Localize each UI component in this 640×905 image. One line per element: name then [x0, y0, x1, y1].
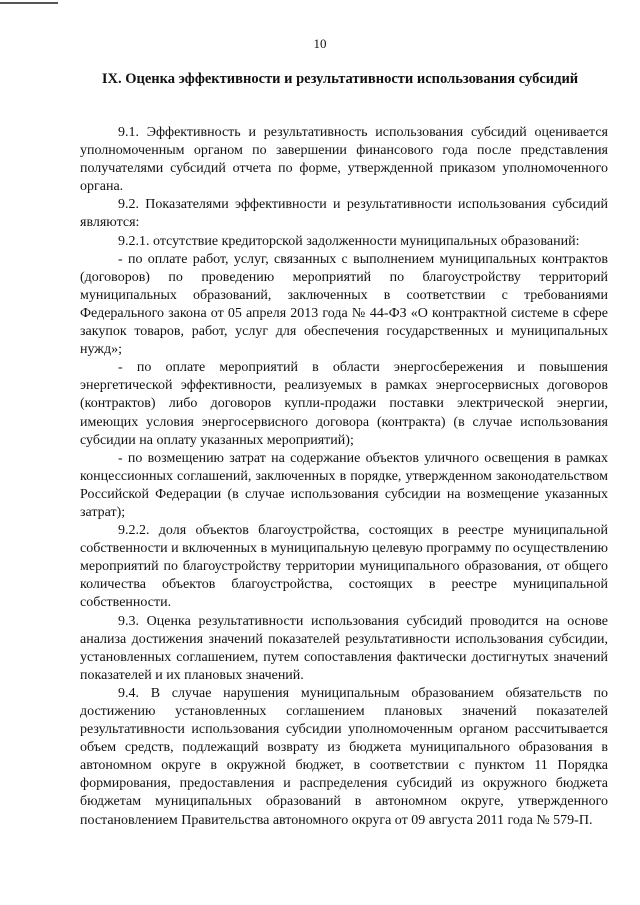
list-item-energy-saving: - по оплате мероприятий в области энергосбережения и повышения энергетической эффективности, реализуемых в рамках энергосервисных договоров (контрактов) либо договоров купли-продажи поставки электрической энергии, имеющих условия энергосервисного договора (контракта) (в случае использования субсидии на оплату указанных мероприятий); [80, 360, 608, 448]
paragraph-9-2: 9.2. Показателями эффективности и результативности использования субсидий являются: [80, 197, 608, 231]
paragraph-9-2-1: 9.2.1. отсутствие кредиторской задолженности муниципальных образований: [118, 233, 580, 249]
paragraph-9-3: 9.3. Оценка результативности использования субсидий проводится на основе анализа достижения значений показателей результативности использования субсидии, установленных соглашением, путем сопоставления фактически достигнутых значений показателей и их плановых значений. [80, 613, 608, 683]
document-body [80, 124, 608, 830]
paragraph-9-4: 9.4. В случае нарушения муниципальным образованием обязательств по достижению установленных соглашением плановых значений показателей результативности использования субсидии уполномоченным органом рассчитывается объем средств, подлежащий возврату из бюджета муниципального образования в автономном округе в окружной бюджет, в соответствии с пунктом 11 Порядка формирования, предоставления и распределения субсидий из окружного бюджета бюджетам муниципальных образований в автономном округе, утвержденного постановлением Правительства автономного округа от 09 августа 2011 года № 579-П. [80, 685, 608, 828]
page-number: 10 [313, 36, 327, 51]
paragraph-9-2-2: 9.2.2. доля объектов благоустройства, состоящих в реестре муниципальной собственности и включенных в муниципальную целевую программу по осуществлению мероприятий по благоустройству территории муниципального образования, от общего количества объектов благоустройства, состоящих в реестре муниципальной собственности. [80, 523, 608, 611]
list-item-street-lighting: - по возмещению затрат на содержание объектов уличного освещения в рамках концессионных соглашений, заключенных в порядке, утвержденном законодательством Российской Федерации (в случае использования субсидии на возмещение указанных затрат); [80, 450, 608, 520]
list-item-works-services: - по оплате работ, услуг, связанных с выполнением муниципальных контрактов (договоров) по проведению мероприятий по благоустройству территорий муниципальных образований, заключенных в соответствии с требованиями Федерального закона от 05 апреля 2013 года № 44-ФЗ «О контрактной системе в сфере закупок товаров, работ, услуг для обеспечения государственных и муниципальных нужд»; [80, 251, 608, 358]
paragraph-9-1: 9.1. Эффективность и результативность использования субсидий оценивается уполномоченным органом по завершении финансового года после представления получателями субсидий отчета по форме, утвержденной приказом уполномоченного органа. [80, 125, 608, 195]
section-title: IX. Оценка эффективности и результативности использования субсидий [101, 71, 579, 87]
scan-edge-mark [0, 2, 58, 4]
